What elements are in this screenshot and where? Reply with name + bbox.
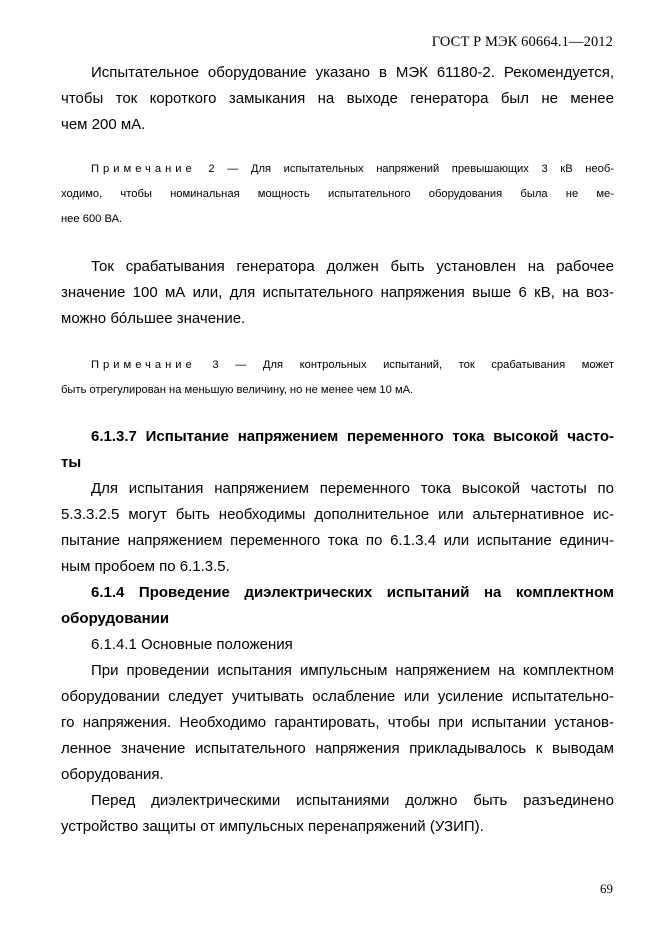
- text-line: Для испытания напряжением переменного тока высокой частоты по: [91, 480, 614, 497]
- text-line: устройство защиты от импульсных перенапряжений (УЗИП).: [61, 818, 484, 835]
- note-3: [61, 353, 614, 403]
- heading-6-1-3-7: [61, 424, 614, 476]
- paragraph-hf-test: [61, 476, 614, 580]
- paragraph-test-equipment: [61, 60, 614, 138]
- text-line: При проведении испытания импульсным напряжением на комплектном: [91, 662, 614, 679]
- heading-6-1-4: [61, 580, 614, 632]
- text-line: 5.3.3.2.5 могут быть необходимы дополнительное или альтернативное ис-: [61, 506, 614, 523]
- page-number: 69: [600, 881, 613, 896]
- text-line: значение 100 мА или, для испытательного напряжения выше 6 кВ, на воз-: [61, 284, 614, 301]
- text-line: ленное значение испытательного напряжения прикладывалось к выводам: [61, 740, 614, 757]
- text-line: ным пробоем по 6.1.3.5.: [61, 558, 230, 575]
- document-body: [61, 60, 614, 840]
- note-line: [61, 157, 614, 182]
- text-line: чем 200 мА.: [61, 116, 146, 133]
- document-header: ГОСТ Р МЭК 60664.1—2012: [431, 34, 613, 50]
- note-line: нее 600 ВА.: [61, 213, 123, 225]
- text-line: оборудования.: [61, 766, 164, 783]
- note-2: [61, 157, 614, 232]
- text-line: чтобы ток короткого замыкания на выходе генератора был не менее: [61, 90, 614, 107]
- paragraph-surge-device: [61, 788, 614, 840]
- heading-line: ты: [61, 454, 82, 471]
- note-label: Примечание: [91, 163, 196, 175]
- heading-line: 6.1.3.7 Испытание напряжением переменного тока высокой часто-: [91, 428, 614, 445]
- text-line: Перед диэлектрическими испытаниями должно быть разъединено: [91, 792, 614, 809]
- paragraph-impulse-test: [61, 658, 614, 788]
- note-line: ходимо, чтобы номинальная мощность испытательного оборудования была не ме-: [61, 188, 614, 200]
- paragraph-trip-current: [61, 254, 614, 332]
- heading-line: 6.1.4 Проведение диэлектрических испытаний на комплектном: [91, 584, 614, 601]
- subheading-6-1-4-1: [61, 632, 614, 658]
- note-line: [61, 353, 614, 378]
- text-line: го напряжения. Необходимо гарантировать, чтобы при испытании установ-: [61, 714, 614, 731]
- heading-line: оборудовании: [61, 610, 170, 627]
- text-line: Ток срабатывания генератора должен быть установлен на рабочее: [91, 258, 614, 275]
- note-label: Примечание: [91, 359, 196, 371]
- text-line: 6.1.4.1 Основные положения: [91, 636, 293, 653]
- note-text: 3 — Для контрольных испытаний, ток срабатывания может: [195, 359, 614, 371]
- note-text: 2 — Для испытательных напряжений превышающих 3 кВ необ-: [195, 163, 614, 175]
- text-line: оборудовании следует учитывать ослабление или усиление испытательно-: [61, 688, 614, 705]
- text-line: можно бóльшее значение.: [61, 310, 246, 327]
- note-line: быть отрегулирован на меньшую величину, но не менее чем 10 мА.: [61, 384, 414, 396]
- text-line: Испытательное оборудование указано в МЭК 61180-2. Рекомендуется,: [91, 64, 614, 81]
- text-line: пытание напряжением переменного тока по 6.1.3.4 или испытание единич-: [61, 532, 614, 549]
